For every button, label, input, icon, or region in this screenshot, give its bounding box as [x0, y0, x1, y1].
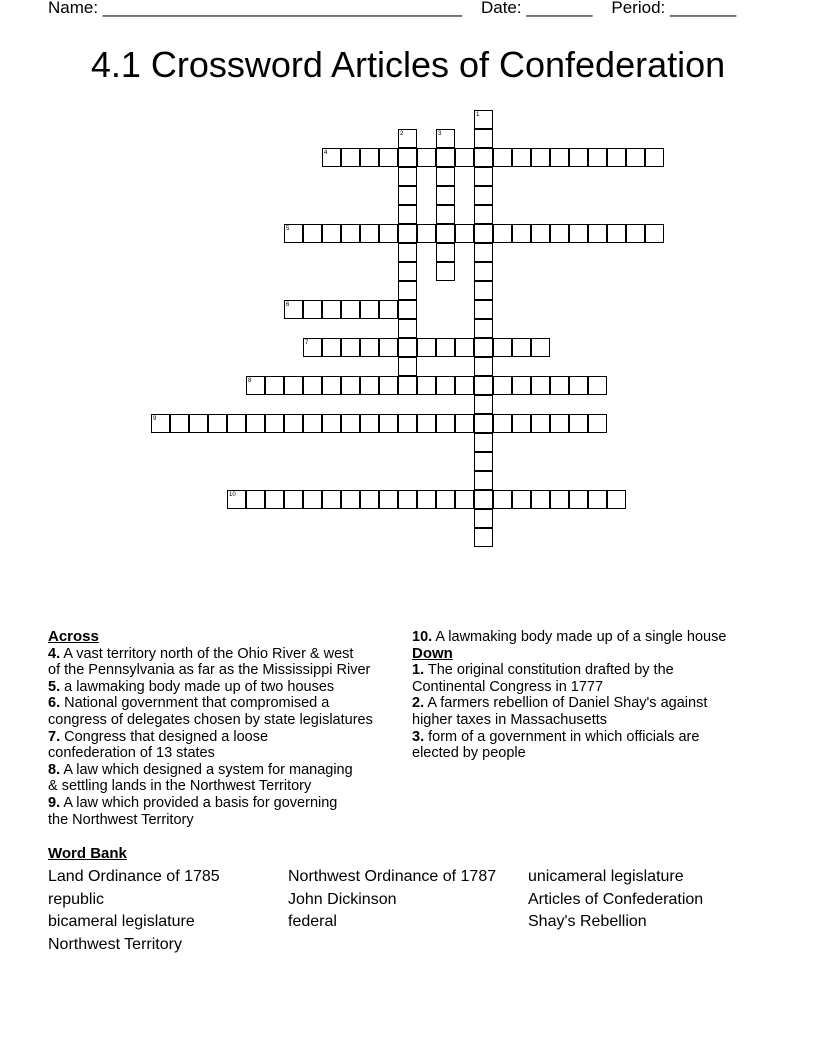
clue-across-9 — [48, 795, 373, 828]
clue-down-2 — [412, 695, 726, 728]
crossword-cell[interactable] — [474, 148, 493, 167]
crossword-cell[interactable] — [379, 414, 398, 433]
crossword-cell[interactable] — [417, 376, 436, 395]
crossword-cell[interactable] — [474, 452, 493, 471]
page-title: 4.1 Crossword Articles of Confederation — [90, 44, 726, 85]
clue-text: form of a government in which officials are elected by people — [412, 728, 700, 762]
crossword-cell[interactable] — [436, 262, 455, 281]
cell-number: 1 — [476, 112, 480, 118]
crossword-cell[interactable] — [322, 300, 341, 319]
crossword-cell[interactable] — [265, 414, 284, 433]
cell-number: 9 — [153, 416, 157, 422]
word-bank-item: federal — [288, 913, 337, 930]
crossword-cell[interactable] — [227, 490, 246, 509]
crossword-cell[interactable] — [493, 490, 512, 509]
clue-number: 5. — [48, 678, 61, 695]
crossword-cell[interactable] — [398, 186, 417, 205]
crossword-cell[interactable] — [455, 490, 474, 509]
crossword-cell[interactable] — [607, 490, 626, 509]
crossword-cell[interactable] — [626, 148, 645, 167]
crossword-cell[interactable] — [436, 129, 455, 148]
crossword-cell[interactable] — [417, 490, 436, 509]
crossword-cell[interactable] — [170, 414, 189, 433]
crossword-cell[interactable] — [360, 300, 379, 319]
crossword-cell[interactable] — [151, 414, 170, 433]
clue-across-8 — [48, 762, 373, 795]
crossword-cell[interactable] — [398, 224, 417, 243]
crossword-cell[interactable] — [531, 224, 550, 243]
crossword-cell[interactable] — [303, 490, 322, 509]
crossword-cell[interactable] — [550, 224, 569, 243]
crossword-cell[interactable] — [417, 338, 436, 357]
crossword-cell[interactable] — [474, 490, 493, 509]
crossword-cell[interactable] — [322, 148, 341, 167]
crossword-cell[interactable] — [398, 281, 417, 300]
crossword-cell[interactable] — [360, 376, 379, 395]
cell-number: 7 — [305, 340, 309, 346]
crossword-cell[interactable] — [474, 167, 493, 186]
crossword-cell[interactable] — [189, 414, 208, 433]
clue-text: A law which provided a basis for governing the Northwest Territory — [48, 794, 338, 828]
crossword-cell[interactable] — [284, 414, 303, 433]
crossword-cell[interactable] — [550, 490, 569, 509]
crossword-cell[interactable] — [398, 338, 417, 357]
word-bank-item: unicameral legislature — [528, 868, 684, 885]
crossword-cell[interactable] — [474, 129, 493, 148]
crossword-cell[interactable] — [379, 224, 398, 243]
clue-across-5 — [48, 679, 373, 696]
crossword-cell[interactable] — [550, 148, 569, 167]
cell-number: 8 — [248, 378, 252, 384]
crossword-cell[interactable] — [379, 376, 398, 395]
crossword-cell[interactable] — [322, 414, 341, 433]
cell-number: 4 — [324, 150, 328, 156]
crossword-cell[interactable] — [493, 376, 512, 395]
clue-across-4 — [48, 646, 373, 679]
crossword-cell[interactable] — [303, 300, 322, 319]
clue-text: The original constitution drafted by the Continental Congress in 1777 — [412, 662, 674, 695]
crossword-cell[interactable] — [512, 376, 531, 395]
crossword-cell[interactable] — [398, 490, 417, 509]
crossword-cell[interactable] — [303, 338, 322, 357]
crossword-cell[interactable] — [493, 338, 512, 357]
clue-number: 6. — [48, 695, 61, 712]
crossword-cell[interactable] — [512, 338, 531, 357]
crossword-cell[interactable] — [265, 376, 284, 395]
crossword-cell[interactable] — [493, 224, 512, 243]
crossword-cell[interactable] — [607, 224, 626, 243]
crossword-cell[interactable] — [398, 319, 417, 338]
word-bank-item: republic — [48, 890, 105, 908]
crossword-cell[interactable] — [303, 376, 322, 395]
crossword-cell[interactable] — [512, 490, 531, 509]
word-bank-item: Northwest Ordinance of 1787 — [288, 868, 497, 885]
word-bank-item: Articles of Confederation — [528, 890, 704, 908]
cell-number: 3 — [438, 131, 442, 137]
crossword-cell[interactable] — [474, 357, 493, 376]
cell-number: 6 — [286, 302, 290, 308]
crossword-cell[interactable] — [341, 338, 360, 357]
crossword-cell[interactable] — [531, 338, 550, 357]
crossword-cell[interactable] — [398, 357, 417, 376]
crossword-cell[interactable] — [455, 338, 474, 357]
crossword-cell[interactable] — [569, 490, 588, 509]
crossword-cell[interactable] — [322, 490, 341, 509]
crossword-cell[interactable] — [208, 414, 227, 433]
down-heading: Down — [412, 644, 453, 662]
word-bank-item: Shay's Rebellion — [528, 913, 647, 930]
crossword-cell[interactable] — [531, 148, 550, 167]
across-heading: Across — [48, 628, 99, 645]
crossword-cell[interactable] — [341, 414, 360, 433]
cell-number: 2 — [400, 131, 404, 137]
crossword-cell[interactable] — [588, 148, 607, 167]
crossword-cell[interactable] — [531, 490, 550, 509]
crossword-cell[interactable] — [455, 224, 474, 243]
clue-text: A lawmaking body made up of a single house — [432, 629, 727, 645]
clue-number: 4. — [48, 645, 61, 662]
across-clues-column — [48, 629, 373, 828]
crossword-cell[interactable] — [284, 376, 303, 395]
crossword-cell[interactable] — [474, 319, 493, 338]
crossword-cell[interactable] — [455, 148, 474, 167]
crossword-cell[interactable] — [265, 490, 284, 509]
crossword-cell[interactable] — [436, 376, 455, 395]
crossword-cell[interactable] — [436, 414, 455, 433]
crossword-cell[interactable] — [588, 376, 607, 395]
crossword-cell[interactable] — [512, 414, 531, 433]
crossword-cell[interactable] — [398, 129, 417, 148]
crossword-cell[interactable] — [246, 414, 265, 433]
crossword-cell[interactable] — [455, 414, 474, 433]
crossword-cell[interactable] — [493, 414, 512, 433]
clue-text: A vast territory north of the Ohio River & west of the Pennsylvania as far as the Mississippi River — [48, 645, 371, 679]
crossword-cell[interactable] — [284, 300, 303, 319]
crossword-cell[interactable] — [474, 433, 493, 452]
clue-text: National government that compromised a congress of delegates chosen by state legislatures — [48, 695, 373, 728]
clue-down-3 — [412, 729, 726, 762]
crossword-cell[interactable] — [360, 490, 379, 509]
crossword-cell[interactable] — [512, 224, 531, 243]
clue-number: 8. — [48, 761, 61, 778]
crossword-cell[interactable] — [455, 376, 474, 395]
crossword-cell[interactable] — [227, 414, 246, 433]
clue-text: Congress that designed a loose confederation of 13 states — [48, 728, 269, 762]
crossword-cell[interactable] — [322, 376, 341, 395]
crossword-cell[interactable] — [569, 148, 588, 167]
cell-number: 5 — [286, 226, 290, 232]
crossword-cell[interactable] — [436, 205, 455, 224]
crossword-cell[interactable] — [417, 414, 436, 433]
crossword-cell[interactable] — [417, 148, 436, 167]
word-bank-item: bicameral legislature — [48, 913, 195, 930]
crossword-cell[interactable] — [474, 224, 493, 243]
crossword-cell[interactable] — [531, 376, 550, 395]
crossword-cell[interactable] — [436, 338, 455, 357]
word-bank-item: Northwest Territory — [48, 935, 182, 953]
crossword-cell[interactable] — [322, 338, 341, 357]
crossword-cell[interactable] — [436, 148, 455, 167]
crossword-cell[interactable] — [569, 224, 588, 243]
crossword-cell[interactable] — [436, 490, 455, 509]
crossword-cell[interactable] — [588, 224, 607, 243]
clue-across-7 — [48, 729, 373, 762]
crossword-cell[interactable] — [398, 205, 417, 224]
crossword-cell[interactable] — [645, 224, 664, 243]
crossword-cell[interactable] — [341, 148, 360, 167]
crossword-cell[interactable] — [550, 376, 569, 395]
crossword-cell[interactable] — [474, 262, 493, 281]
crossword-cell[interactable] — [360, 338, 379, 357]
crossword-cell[interactable] — [474, 414, 493, 433]
crossword-cell[interactable] — [398, 243, 417, 262]
crossword-cell[interactable] — [398, 376, 417, 395]
crossword-cell[interactable] — [379, 300, 398, 319]
crossword-cell[interactable] — [493, 148, 512, 167]
crossword-cell[interactable] — [607, 148, 626, 167]
crossword-cell[interactable] — [322, 224, 341, 243]
cell-number: 10 — [229, 492, 236, 498]
crossword-cell[interactable] — [284, 224, 303, 243]
crossword-cell[interactable] — [474, 243, 493, 262]
crossword-cell[interactable] — [303, 224, 322, 243]
clue-across-10 — [412, 629, 726, 646]
crossword-cell[interactable] — [474, 338, 493, 357]
crossword-cell[interactable] — [474, 395, 493, 414]
word-bank — [48, 868, 768, 954]
crossword-cell[interactable] — [569, 414, 588, 433]
crossword-cell[interactable] — [398, 167, 417, 186]
crossword-cell[interactable] — [360, 148, 379, 167]
crossword-cell[interactable] — [531, 414, 550, 433]
crossword-cell[interactable] — [379, 490, 398, 509]
crossword-cell[interactable] — [246, 376, 265, 395]
crossword-cell[interactable] — [550, 414, 569, 433]
crossword-cell[interactable] — [379, 148, 398, 167]
crossword-cell[interactable] — [398, 300, 417, 319]
word-bank-title: Word Bank — [48, 845, 127, 862]
crossword-cell[interactable] — [398, 414, 417, 433]
name-date-period-line[interactable]: Name: ______________________________________ Date: _______ Period: _______ — [48, 0, 737, 17]
clue-number: 10. — [412, 629, 433, 645]
crossword-cell[interactable] — [436, 167, 455, 186]
crossword-cell[interactable] — [436, 243, 455, 262]
clue-number: 2. — [412, 695, 425, 712]
crossword-cell[interactable] — [474, 205, 493, 224]
crossword-cell[interactable] — [569, 376, 588, 395]
crossword-cell[interactable] — [303, 414, 322, 433]
clue-text: A farmers rebellion of Daniel Shay's against higher taxes in Massachusetts — [412, 695, 708, 728]
crossword-cell[interactable] — [341, 224, 360, 243]
crossword-cell[interactable] — [417, 224, 436, 243]
crossword-cell[interactable] — [645, 148, 664, 167]
crossword-cell[interactable] — [474, 110, 493, 129]
clue-text: a lawmaking body made up of two houses — [60, 678, 335, 695]
crossword-cell[interactable] — [360, 414, 379, 433]
crossword-cell[interactable] — [474, 509, 493, 528]
clue-number: 7. — [48, 728, 61, 745]
crossword-cell[interactable] — [474, 300, 493, 319]
crossword-cell[interactable] — [398, 148, 417, 167]
crossword-cell[interactable] — [341, 490, 360, 509]
clue-text: A law which designed a system for managing & settling lands in the Northwest Territory — [48, 761, 353, 795]
crossword-cell[interactable] — [379, 338, 398, 357]
crossword-cell[interactable] — [474, 376, 493, 395]
crossword-cell[interactable] — [341, 376, 360, 395]
crossword-cell[interactable] — [474, 186, 493, 205]
clue-down-1 — [412, 662, 726, 695]
crossword-cell[interactable] — [588, 490, 607, 509]
clue-number: 1. — [412, 662, 425, 679]
crossword-cell[interactable] — [436, 186, 455, 205]
crossword-cell[interactable] — [626, 224, 645, 243]
clue-number: 3. — [412, 728, 425, 745]
crossword-cell[interactable] — [398, 262, 417, 281]
crossword-cell[interactable] — [360, 224, 379, 243]
crossword-cell[interactable] — [512, 148, 531, 167]
word-bank-item: Land Ordinance of 1785 — [48, 868, 220, 885]
crossword-cell[interactable] — [588, 414, 607, 433]
crossword-cell[interactable] — [246, 490, 265, 509]
crossword-cell[interactable] — [284, 490, 303, 509]
crossword-cell[interactable] — [474, 281, 493, 300]
crossword-cell[interactable] — [474, 528, 493, 547]
down-clues-column — [412, 629, 726, 762]
crossword-cell[interactable] — [341, 300, 360, 319]
crossword-cell[interactable] — [474, 471, 493, 490]
clue-across-6 — [48, 695, 373, 728]
word-bank-item: John Dickinson — [288, 890, 397, 908]
clue-number: 9. — [48, 794, 61, 811]
crossword-cell[interactable] — [436, 224, 455, 243]
